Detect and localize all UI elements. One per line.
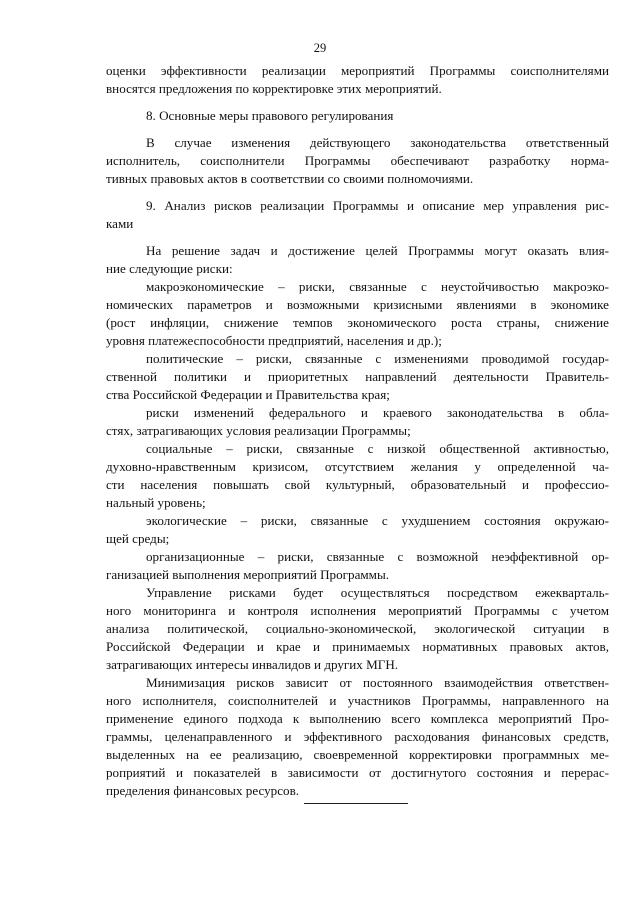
text-line: организационные – риски, связанные с возможной неэффективной ор- — [146, 549, 609, 564]
text-line: риски изменений федерального и краевого законодательства в обла- — [146, 405, 609, 420]
text-line: граммы, целенаправленного и эффективного расходования финансовых средств, — [106, 729, 609, 744]
text-line: роприятий и показателей в зависимости от достигнутого состояния и перерас- — [106, 765, 609, 780]
text-line: нальный уровень; — [106, 495, 206, 510]
text-line: экологические – риски, связанные с ухудшением состояния окружаю- — [146, 513, 609, 528]
text-line: ние следующие риски: — [106, 261, 233, 276]
text-line: ства Российской Федерации и Правительства края; — [106, 387, 390, 402]
text-line: применение единого подхода к выполнению всего комплекса мероприятий Про- — [106, 711, 609, 726]
text-line: (рост инфляции, снижение темпов экономического роста страны, снижение — [106, 315, 609, 330]
text-line: Российской Федерации и крае и принимаемых нормативных правовых актов, — [106, 639, 609, 654]
page-number: 29 — [313, 41, 327, 55]
text-line: ственной политики и приоритетных направлений деятельности Правитель- — [106, 369, 609, 384]
text-line: щей среды; — [106, 531, 170, 546]
text-line: тивных правовых актов в соответствии со своими полномочиями. — [106, 171, 474, 186]
text-line: анализа политической, социально-экономической, экологической ситуации в — [106, 621, 609, 636]
text-line: пределения финансовых ресурсов. — [106, 783, 300, 798]
text-line: выделенных на ее реализацию, своевременной корректировки программных ме- — [106, 747, 609, 762]
text-line: В случае изменения действующего законодательства ответственный — [146, 135, 609, 150]
text-line: политические – риски, связанные с изменениями проводимой государ- — [146, 351, 609, 366]
text-line: исполнитель, соисполнители Программы обеспечивают разработку норма- — [106, 153, 609, 168]
text-line: Минимизация рисков зависит от постоянного взаимодействия ответствен- — [146, 675, 609, 690]
end-divider — [304, 803, 408, 804]
text-line: духовно-нравственным кризисом, отсутствием желания у определенной ча- — [106, 459, 609, 474]
text-line: затрагивающих интересы инвалидов и других МГН. — [106, 657, 399, 672]
text-line: ного мониторинга и контроля исполнения мероприятий Программы с учетом — [106, 603, 609, 618]
text-line: Управление рисками будет осуществляться посредством ежекварталь- — [146, 585, 609, 600]
text-line: уровня платежеспособности предприятий, населения и др.); — [106, 333, 442, 348]
text-line: сти населения повышать свой культурный, образовательный и профессио- — [106, 477, 609, 492]
text-line: вносятся предложения по корректировке этих мероприятий. — [106, 81, 442, 96]
text-line: ганизацией выполнения мероприятий Программы. — [106, 567, 390, 582]
section-9-heading: 9. Анализ рисков реализации Программы и описание мер управления рис- — [146, 198, 609, 213]
section-8-heading: 8. Основные меры правового регулирования — [146, 108, 394, 123]
section-9-heading-cont: ками — [106, 216, 134, 231]
text-line: На решение задач и достижение целей Программы могут оказать влия- — [146, 243, 609, 258]
text-line: макроэкономические – риски, связанные с неустойчивостью макроэко- — [146, 279, 609, 294]
text-line: ного исполнителя, соисполнителей и участников Программы, направленного на — [106, 693, 609, 708]
text-line: социальные – риски, связанные с низкой общественной активностью, — [146, 441, 609, 456]
text-line: оценки эффективности реализации мероприятий Программы соисполнителями — [106, 63, 609, 78]
text-line: номических параметров и возможными кризисными явлениями в экономике — [106, 297, 609, 312]
text-line: стях, затрагивающих условия реализации Программы; — [106, 423, 411, 438]
